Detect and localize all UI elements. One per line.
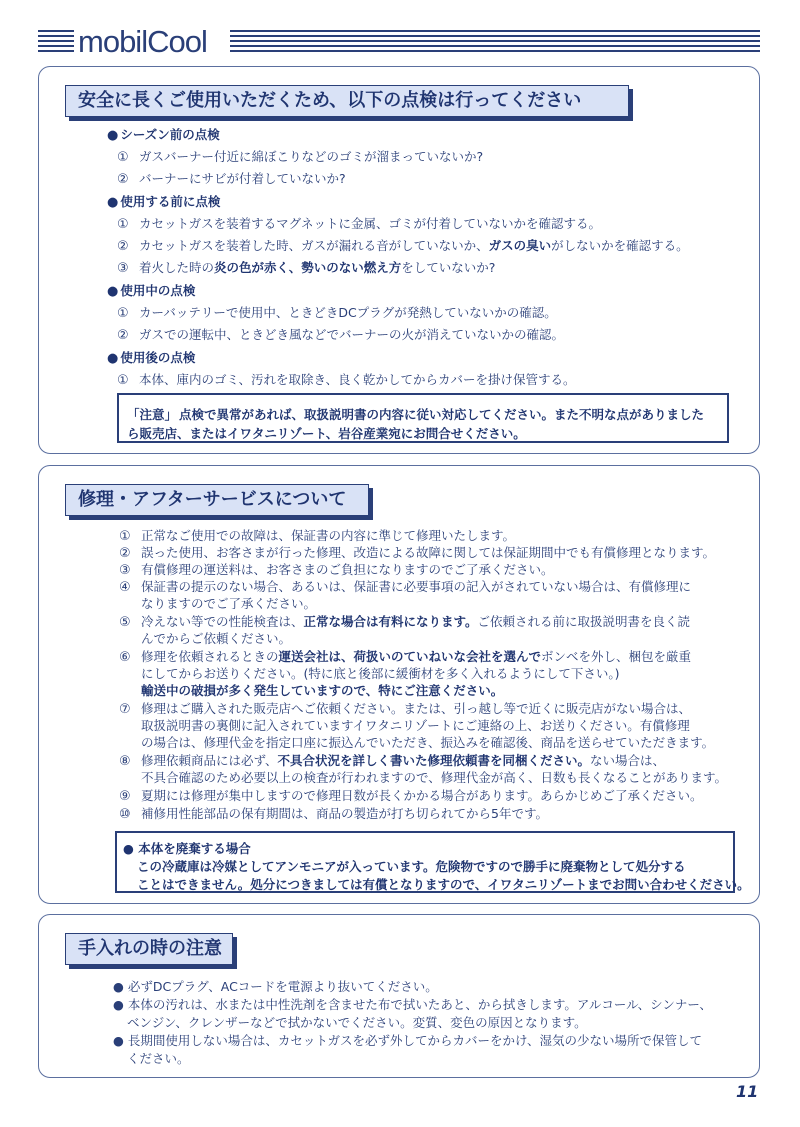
list-item: ⑨ 夏期には修理が集中しますので修理日数が長くかかる場合があります。あらかじめご了承ください。 xyxy=(119,788,703,804)
disposal-text-line: ことはできません。処分につきましては有償となりますので、イワタニリゾートまでお問い合わせください。 xyxy=(137,877,750,892)
header-stripes-left xyxy=(38,30,74,54)
brand-logo: mobilCool xyxy=(78,24,207,59)
section-heading: ● 使用後の点検 xyxy=(107,350,196,366)
list-item: ⑤ 冷えない等での性能検査は、正常な場合は有料になります。ご依頼される前に取扱説明書を良く読 xyxy=(119,614,691,630)
disposal-box xyxy=(115,831,750,893)
caution-text-line: ら販売店、またはイワタニリゾート、岩谷産業宛にお問合せください。 xyxy=(127,426,526,441)
list-item-continuation: 取扱説明書の裏側に記入されていますイワタニリゾートにご連絡の上、お送りください。有償修理 xyxy=(141,718,690,733)
care-title: 手入れの時の注意 xyxy=(65,933,233,965)
list-item: ② カセットガスを装着した時、ガスが漏れる音がしていないか、ガスの臭いがしないかを確認する。 xyxy=(117,238,689,254)
list-item: ② ガスでの運転中、ときどき風などでバーナーの火が消えていないかの確認。 xyxy=(117,327,565,343)
list-item: ① ガスバーナー付近に綿ぼこりなどのゴミが溜まっていないか? xyxy=(117,149,484,165)
list-item: ③ 着火した時の炎の色が赤く、勢いのない燃え方をしていないか? xyxy=(117,260,496,276)
bullet-item-continuation: ベンジン、クレンザーなどで拭かないでください。変質、変色の原因となります。 xyxy=(127,1015,587,1030)
disposal-heading: ● 本体を廃棄する場合 xyxy=(123,841,251,856)
inspection-panel xyxy=(38,66,760,454)
list-item: ② 誤った使用、お客さまが行った修理、改造による故障に関しては保証期間中でも有償修理となります。 xyxy=(119,545,716,561)
repair-title: 修理・アフターサービスについて xyxy=(65,484,369,516)
bullet-item: ● 必ずDCプラグ、ACコードを電源より抜いてください。 xyxy=(113,979,438,994)
list-item-continuation: なりますのでご了承ください。 xyxy=(141,596,317,611)
section-heading: ● シーズン前の点検 xyxy=(107,127,220,143)
section-heading: ● 使用中の点検 xyxy=(107,283,196,299)
list-item: ③ 有償修理の運送料は、お客さまのご負担になりますのでご了承ください。 xyxy=(119,562,554,578)
list-item: ⑧ 修理依頼商品には必ず、不具合状況を詳しく書いた修理依頼書を同梱ください。ない場合は、 xyxy=(119,753,666,769)
list-item-continuation: 輸送中の破損が多く発生していますので、特にご注意ください。 xyxy=(141,683,504,698)
list-item-continuation: んでからご依頼ください。 xyxy=(141,631,292,646)
care-panel xyxy=(38,914,760,1078)
bullet-item: ● 長期間使用しない場合は、カセットガスを必ず外してからカバーをかけ、湿気の少ない場所で保管して xyxy=(113,1033,703,1048)
bullet-item-continuation: ください。 xyxy=(127,1051,190,1066)
section-heading: ● 使用する前に点検 xyxy=(107,194,221,210)
list-item: ① カーバッテリーで使用中、ときどきDCプラグが発熱していないかの確認。 xyxy=(117,305,557,321)
caution-label: 「注意」 xyxy=(127,407,178,422)
header-stripes-right xyxy=(230,30,760,54)
caution-text-line: 点検で異常があれば、取扱説明書の内容に従い対応してください。また不明な点がありました xyxy=(179,407,705,422)
caution-box xyxy=(117,393,729,443)
list-item: ⑩ 補修用性能部品の保有期間は、商品の製造が打ち切られてから5年です。 xyxy=(119,806,548,822)
disposal-text-line: この冷蔵庫は冷媒としてアンモニアが入っています。危険物ですので勝手に廃棄物として処分する xyxy=(137,859,686,874)
list-item-continuation: 不具合確認のため必要以上の検査が行われますので、修理代金が高く、日数も長くなることがあります。 xyxy=(141,770,728,785)
list-item: ⑦ 修理はご購入された販売店へご依頼ください。または、引っ越し等で近くに販売店がない場合は、 xyxy=(119,701,692,717)
list-item: ① 正常なご使用での故障は、保証書の内容に準じて修理いたします。 xyxy=(119,528,516,544)
list-item: ② バーナーにサビが付着していないか? xyxy=(117,171,346,187)
bullet-item: ● 本体の汚れは、水または中性洗剤を含ませた布で拭いたあと、から拭きします。アルコール、シンナー、 xyxy=(113,997,712,1012)
list-item: ⑥ 修理を依頼されるときの運送会社は、荷扱いのていねいな会社を選んでボンベを外し、梱包を厳重 xyxy=(119,649,692,665)
list-item-continuation: の場合は、修理代金を指定口座に振込んでいただき、振込みを確認後、商品を送らせていただきます。 xyxy=(141,735,715,750)
header xyxy=(38,22,760,62)
list-item: ① カセットガスを装着するマグネットに金属、ゴミが付着していないかを確認する。 xyxy=(117,216,602,232)
list-item-continuation: にしてからお送りください。(特に底と後部に緩衝材を多く入れるようにして下さい。) xyxy=(141,666,620,681)
list-item: ① 本体、庫内のゴミ、汚れを取除き、良く乾かしてからカバーを掛け保管する。 xyxy=(117,372,576,388)
repair-panel xyxy=(38,465,760,904)
list-item: ④ 保証書の提示のない場合、あるいは、保証書に必要事項の記入がされていない場合は、有償修理に xyxy=(119,579,692,595)
page-number: 11 xyxy=(736,1082,759,1101)
inspection-title: 安全に長くご使用いただくため、以下の点検は行ってください xyxy=(65,85,629,117)
